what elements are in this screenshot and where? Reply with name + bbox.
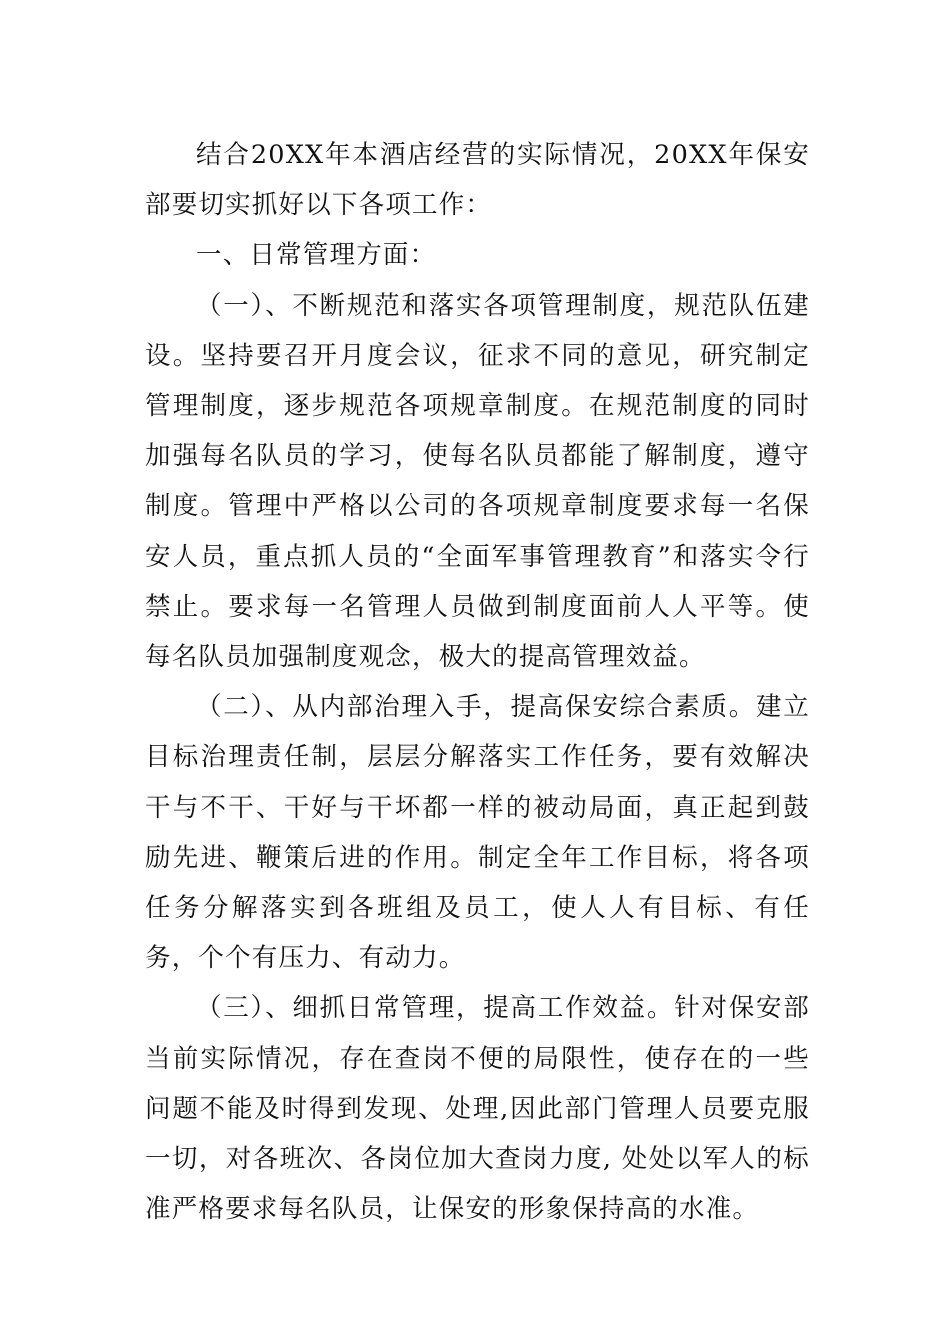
paragraph-item-1: （一）、不断规范和落实各项管理制度，规范队伍建设。坚持要召开月度会议，征求不同的意见，研究制定管理制度，逐步规范各项规章制度。在规范制度的同时加强每名队员的学习，使每名队员都能了解制度，遵守制度。管理中严格以公司的各项规章制度要求每一名保安人员，重点抓人员的“全面军事管理教育”和落实令行禁止。要求每一名管理人员做到制度面前人人平等。使每名队员加强制度观念，极大的提高管理效益。 — [145, 290, 810, 673]
section-heading-daily-management: 一、日常管理方面： — [196, 240, 437, 271]
paragraph-item-3: （三）、细抓日常管理，提高工作效益。针对保安部当前实际情况，存在查岗不便的局限性，使存在的一些问题不能及时得到发现、处理,因此部门管理人员要克服一切，对各班次、各岗位加大查岗力度, 处处以军人的标准严格要求每名队员，让保安的形象保持高的水准。 — [145, 993, 810, 1225]
paragraph-item-2: （二）、从内部治理入手，提高保安综合素质。建立目标治理责任制，层层分解落实工作任务，要有效解决干与不干、干好与干坏都一样的被动局面，真正起到鼓励先进、鞭策后进的作用。制定全年工作目标，将各项任务分解落实到各班组及员工，使人人有目标、有任务，个个有压力、有动力。 — [145, 692, 810, 974]
document-body — [145, 130, 810, 1234]
intro-paragraph: 结合20XX年本酒店经营的实际情况，20XX年保安部要切实抓好以下各项工作： — [145, 140, 810, 221]
